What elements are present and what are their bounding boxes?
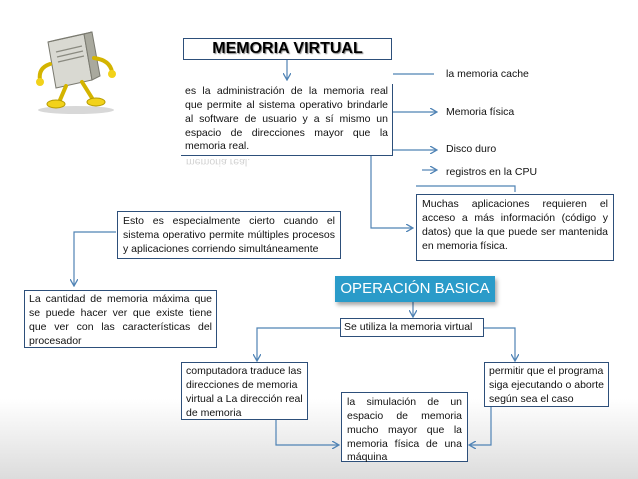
arrow-apps-top	[416, 186, 515, 192]
arrow-to-max-memory	[74, 232, 116, 285]
simulation-note-box: la simulación de un espacio de memoria mucho mayor que la memoria física de una máquina	[341, 392, 468, 462]
operation-usage-box: Se utiliza la memoria virtual	[340, 318, 484, 337]
arrow-usage-to-continue	[484, 328, 515, 360]
arrow-usage-to-translate	[257, 328, 343, 360]
memory-type-fisica: Memoria física	[446, 106, 515, 118]
definition-reflection: memoria real.	[186, 156, 251, 168]
memory-type-disco: Disco duro	[446, 143, 497, 155]
definition-box: es la administración de la memoria real que permite al sistema operativo brindarle al software de usuario y a sí mismo un espacio de direcciones mayor que la memoria real.	[181, 84, 393, 156]
memory-type-cache: la memoria cache	[446, 68, 529, 80]
multiprocess-note-box: Esto es especialmente cierto cuando el sistema operativo permite múltiples procesos y aplicaciones corriendo simultáneamente	[117, 211, 341, 259]
arrow-translate-to-simulation	[276, 420, 338, 445]
arrow-continue-to-simulation	[470, 405, 491, 445]
applications-note-box: Muchas aplicaciones requieren el acceso a más información (código y datos) que la que puede ser mantenida en memoria física.	[416, 194, 614, 261]
arrow-to-applications	[371, 155, 412, 228]
memory-type-registros: registros en la CPU	[446, 166, 538, 178]
translate-note-box: computadora traduce las direcciones de memoria virtual a La dirección real de memoria	[181, 362, 308, 420]
max-memory-note-box: La cantidad de memoria máxima que se puede hacer ver que existe tiene que ver con las características del procesador	[24, 290, 217, 348]
continue-note-box: permitir que el programa siga ejecutando o aborte según sea el caso	[484, 362, 609, 407]
operation-title: OPERACIÓN BASICA	[335, 276, 495, 302]
main-title: MEMORIA VIRTUAL	[183, 38, 392, 60]
